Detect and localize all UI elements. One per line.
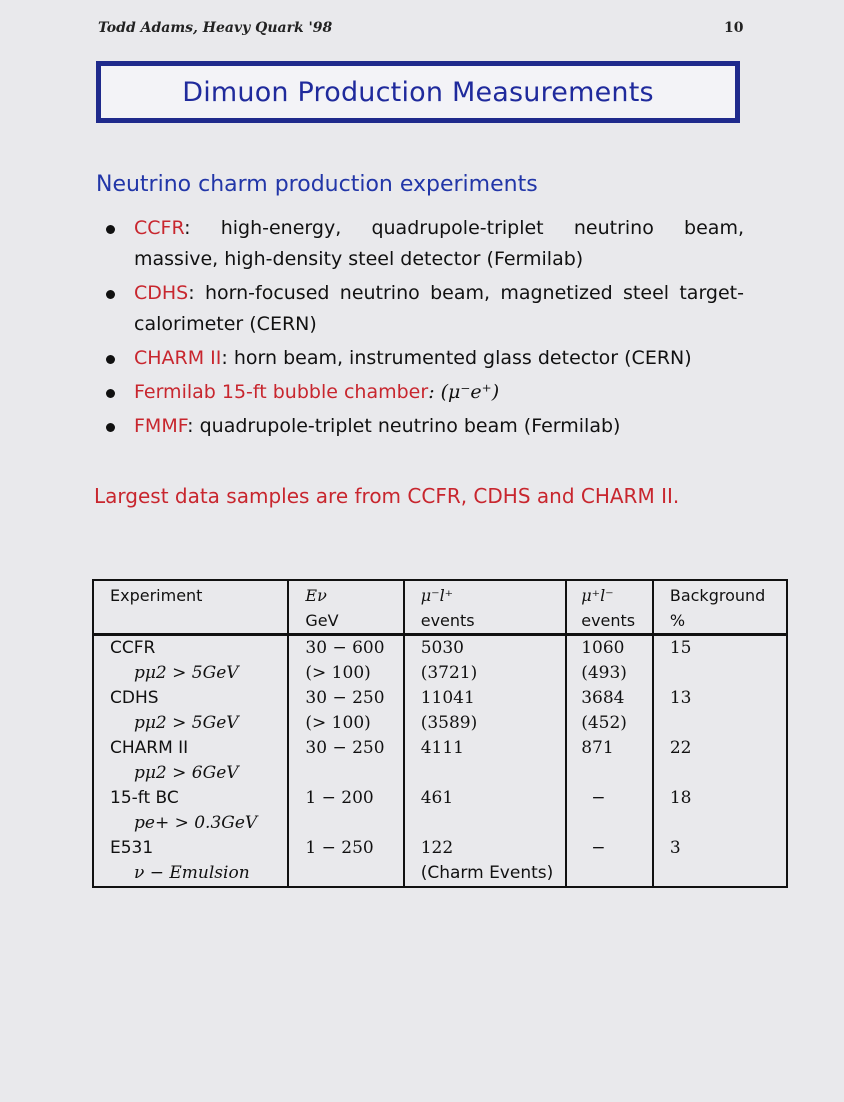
table-row bbox=[93, 635, 787, 662]
cell-energy: 30 − 250 bbox=[288, 686, 403, 711]
table-row bbox=[93, 661, 787, 686]
cell-background: 15 bbox=[653, 635, 787, 662]
cell-opposite-sign-events: (3721) bbox=[404, 661, 567, 686]
title-box bbox=[96, 61, 740, 123]
cell-opposite-sign-events: 122 bbox=[404, 836, 567, 861]
experiment-name: Fermilab 15-ft bubble chamber bbox=[134, 381, 429, 403]
experiment-description: : horn beam, instrumented glass detector (CERN) bbox=[221, 347, 692, 369]
cell-background: 18 bbox=[653, 786, 787, 811]
cell-energy: 30 − 250 bbox=[288, 736, 403, 761]
cell-background bbox=[653, 661, 787, 686]
cell-same-sign-events: − bbox=[566, 836, 653, 861]
cell-opposite-sign-events: 11041 bbox=[404, 686, 567, 711]
cell-same-sign-events: (452) bbox=[566, 711, 653, 736]
cell-energy: 1 − 250 bbox=[288, 836, 403, 861]
cell-background: 13 bbox=[653, 686, 787, 711]
cell-opposite-sign-events: 461 bbox=[404, 786, 567, 811]
table-row bbox=[93, 711, 787, 736]
col-header-background: Background % bbox=[653, 580, 787, 635]
cell-background: 22 bbox=[653, 736, 787, 761]
experiment-list bbox=[104, 213, 744, 445]
table-header-row bbox=[93, 580, 787, 635]
slide-title: Dimuon Production Measurements bbox=[182, 76, 654, 108]
cell-background: 3 bbox=[653, 836, 787, 861]
experiment-description: : quadrupole-triplet neutrino beam (Fermilab) bbox=[187, 415, 621, 437]
cell-energy: (> 100) bbox=[288, 711, 403, 736]
table-row bbox=[93, 811, 787, 836]
experiment-name: FMMF bbox=[134, 415, 188, 437]
bullet-icon bbox=[106, 225, 115, 234]
cell-background bbox=[653, 811, 787, 836]
table-wrapper bbox=[92, 579, 788, 888]
bullet-icon bbox=[106, 423, 115, 432]
cell-same-sign-events bbox=[566, 811, 653, 836]
cell-energy bbox=[288, 861, 403, 887]
list-item bbox=[104, 411, 744, 442]
list-item-line bbox=[134, 213, 744, 244]
experiment-name: CHARM II bbox=[134, 347, 222, 369]
experiment-name: CCFR bbox=[134, 217, 185, 239]
page-number: 10 bbox=[724, 20, 744, 36]
cell-same-sign-events bbox=[566, 761, 653, 786]
cell-energy bbox=[288, 811, 403, 836]
list-item bbox=[104, 343, 744, 374]
cell-energy: 1 − 200 bbox=[288, 786, 403, 811]
cell-same-sign-events: 871 bbox=[566, 736, 653, 761]
experiment-description-cont: massive, high-density steel detector (Fermilab) bbox=[134, 248, 584, 270]
cell-experiment: E531 bbox=[93, 836, 288, 861]
cell-opposite-sign-events: (3589) bbox=[404, 711, 567, 736]
cell-background bbox=[653, 761, 787, 786]
largest-samples-note: Largest data samples are from CCFR, CDHS and CHARM II. bbox=[94, 484, 680, 508]
bullet-icon bbox=[106, 355, 115, 364]
list-item bbox=[104, 377, 744, 408]
cell-experiment: pe+ > 0.3GeV bbox=[93, 811, 288, 836]
cell-experiment: 15-ft BC bbox=[93, 786, 288, 811]
cell-experiment: pμ2 > 5GeV bbox=[93, 661, 288, 686]
bullet-icon bbox=[106, 290, 115, 299]
col-header-same-sign: μ⁺l⁻ events bbox=[566, 580, 653, 635]
cell-opposite-sign-events: (Charm Events) bbox=[404, 861, 567, 887]
col-header-experiment: Experiment bbox=[93, 580, 288, 635]
bullet-icon bbox=[106, 389, 115, 398]
col-header-energy: Eν GeV bbox=[288, 580, 403, 635]
list-item bbox=[104, 213, 744, 275]
cell-opposite-sign-events bbox=[404, 761, 567, 786]
experiment-description: : (μ⁻e⁺) bbox=[428, 381, 500, 403]
table-row bbox=[93, 836, 787, 861]
cell-opposite-sign-events: 5030 bbox=[404, 635, 567, 662]
cell-experiment: pμ2 > 6GeV bbox=[93, 761, 288, 786]
cell-experiment: CHARM II bbox=[93, 736, 288, 761]
cell-experiment: ν − Emulsion bbox=[93, 861, 288, 887]
cell-background bbox=[653, 861, 787, 887]
table-row bbox=[93, 786, 787, 811]
experiment-description: : high-energy, quadrupole-triplet neutrino beam, bbox=[184, 217, 744, 239]
table-row bbox=[93, 686, 787, 711]
cell-experiment: CDHS bbox=[93, 686, 288, 711]
table-row bbox=[93, 736, 787, 761]
cell-same-sign-events bbox=[566, 861, 653, 887]
table-row bbox=[93, 761, 787, 786]
experiment-description: : horn-focused neutrino beam, magnetized steel target- bbox=[188, 282, 744, 304]
cell-experiment: pμ2 > 5GeV bbox=[93, 711, 288, 736]
experiment-name: CDHS bbox=[134, 282, 189, 304]
cell-same-sign-events: (493) bbox=[566, 661, 653, 686]
cell-same-sign-events: − bbox=[566, 786, 653, 811]
cell-same-sign-events: 1060 bbox=[566, 635, 653, 662]
cell-energy: (> 100) bbox=[288, 661, 403, 686]
table-row bbox=[93, 861, 787, 887]
author-line: Todd Adams, Heavy Quark '98 bbox=[98, 20, 333, 36]
cell-experiment: CCFR bbox=[93, 635, 288, 662]
dimuon-table bbox=[92, 579, 788, 888]
cell-opposite-sign-events bbox=[404, 811, 567, 836]
cell-energy: 30 − 600 bbox=[288, 635, 403, 662]
cell-background bbox=[653, 711, 787, 736]
experiment-description-cont: calorimeter (CERN) bbox=[134, 313, 317, 335]
cell-energy bbox=[288, 761, 403, 786]
list-item bbox=[104, 278, 744, 340]
cell-opposite-sign-events: 4111 bbox=[404, 736, 567, 761]
list-item-line bbox=[134, 278, 744, 309]
section-heading: Neutrino charm production experiments bbox=[96, 172, 538, 197]
table-body bbox=[93, 635, 787, 888]
cell-same-sign-events: 3684 bbox=[566, 686, 653, 711]
col-header-opposite-sign: μ⁻l⁺ events bbox=[404, 580, 567, 635]
